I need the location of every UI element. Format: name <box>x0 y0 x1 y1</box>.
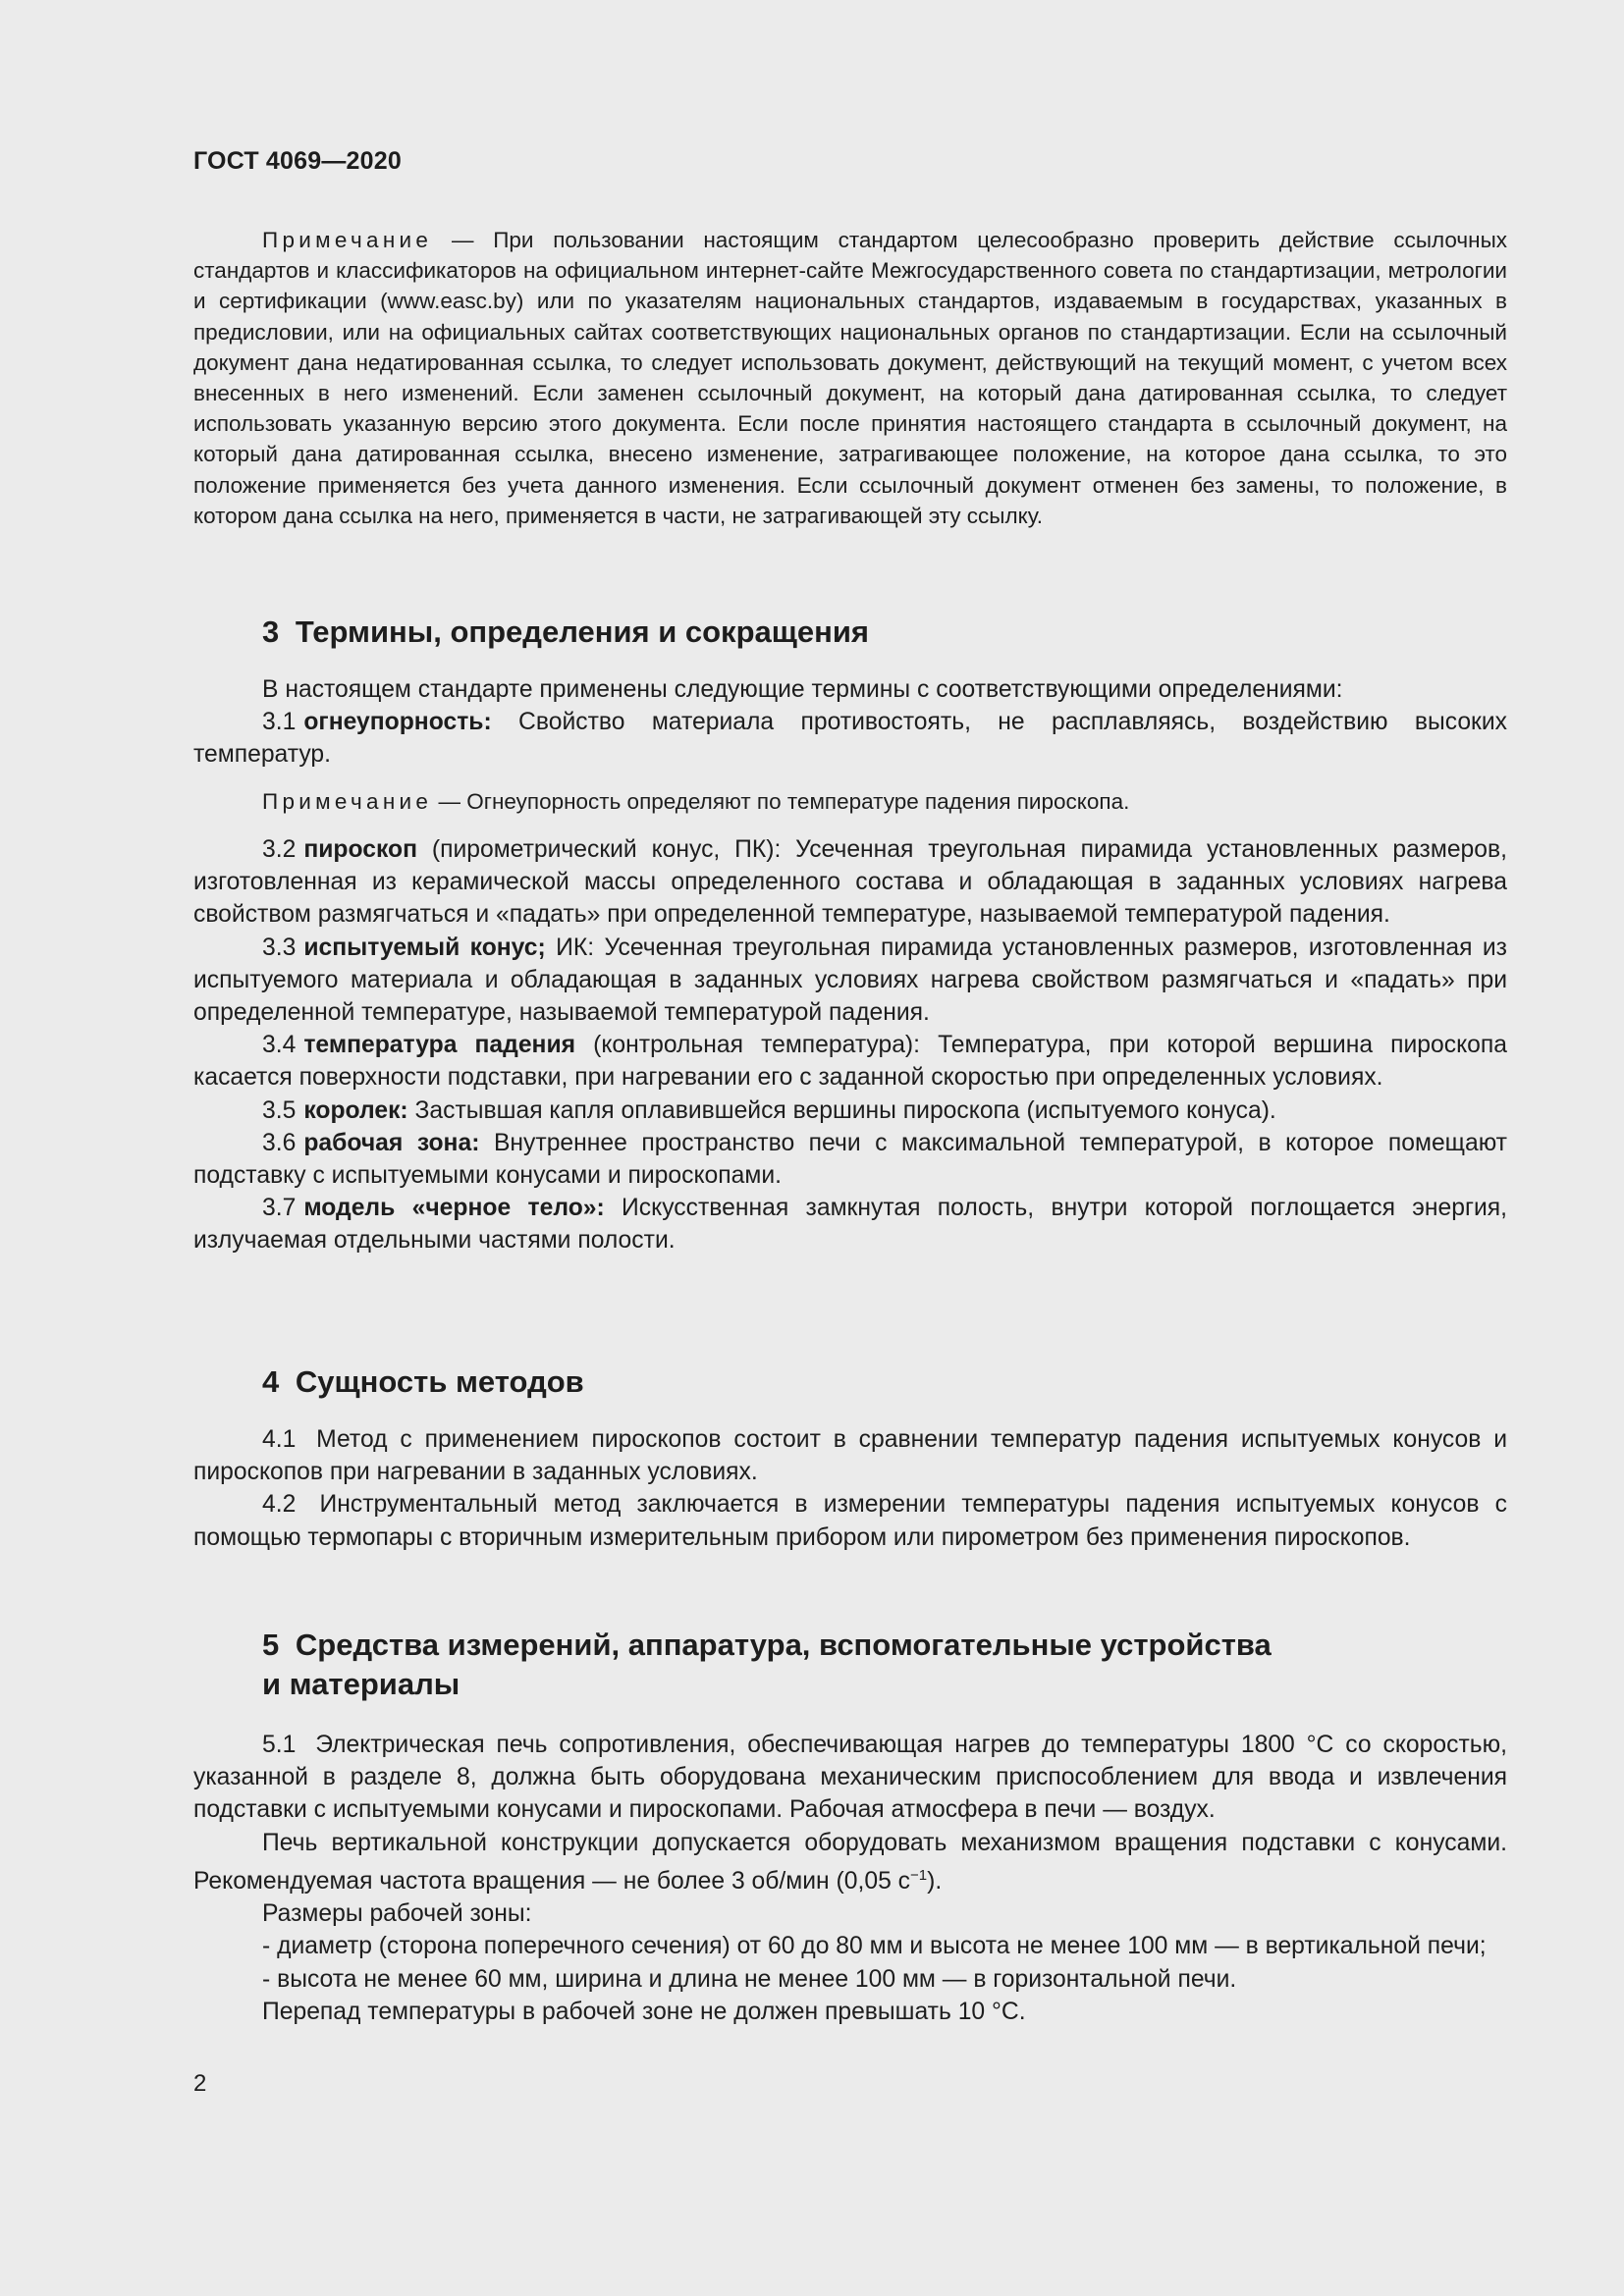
paragraph-5-1: 5.1 Электрическая печь сопротивления, обеспечивающая нагрев до температуры 1800 °С со скоростью, указанной в разделе 8, должна быть оборудована механическим приспособлением для ввода и извлечения подставки с испытуемыми конусами и пироскопами. Рабочая атмосфера в печи — воздух. <box>193 1732 1507 1824</box>
note-text: — При пользовании настоящим стандартом целесообразно проверить действие ссылочных стандартов и классификаторов на официальном интернет-сайте Межгосударственного совета по стандартизации, метрологии и сертификации (www.easc.by) или по указателям национальных стандартов, издаваемым в государствах, указанных в предисловии, или на официальных сайтах соответствующих национальных органов по стандартизации. Если на ссылочный документ дана недатированная ссылка, то следует использовать документ, действующий на текущий момент, с учетом всех внесенных в него изменений. Если заменен ссылочный документ, на который дана датированная ссылка, то следует использовать указанную версию этого документа. Если после принятия настоящего стандарта в ссылочный документ, на который дана датированная ссылка, внесено изменение, затрагивающее положение, на которое дана ссылка, то это положение применяется без учета данного изменения. Если ссылочный документ отменен без замены, то положение, в котором дана ссылка на него, применяется в части, не затрагивающей эту ссылку. <box>193 228 1507 528</box>
page-number: 2 <box>193 2070 207 2097</box>
term-3-4: 3.4 температура падения (контрольная температура): Температура, при которой вершина пироскопа касается поверхности подставки, при нагревании его с заданной скоростью при определенных условиях. <box>193 1032 1507 1092</box>
temperature-difference: Перепад температуры в рабочей зоне не должен превышать 10 °С. <box>262 1998 1026 2025</box>
term-3-7: 3.7 модель «черное тело»: Искусственная замкнутая полость, внутри которой поглощается энергия, излучаемая отдельными частями полости. <box>193 1195 1507 1255</box>
zone-item-1: - диаметр (сторона поперечного сечения) от 60 до 80 мм и высота не менее 100 мм — в вертикальной печи; <box>262 1933 1487 1960</box>
note-label: Примечание <box>262 228 433 252</box>
section-heading: 3 Термины, определения и сокращения <box>262 614 870 649</box>
section-heading: 4 Сущность методов <box>262 1364 584 1399</box>
zone-item-2: - высота не менее 60 мм, ширина и длина не менее 100 мм — в горизонтальной печи. <box>262 1965 1237 1993</box>
section-3-terms <box>193 833 1507 1257</box>
term-3-1: 3.1 огнеупорность: Свойство материала противостоять, не расплавляясь, воздействию высоких температур. <box>193 709 1507 769</box>
paragraph-vertical-furnace: Печь вертикальной конструкции допускается оборудовать механизмом вращения подставки с конусами. Рекомендуемая частота вращения — не более 3 об/мин (0,05 $с^{-1}$). <box>193 1829 1507 1896</box>
term-note <box>193 786 1507 817</box>
section-4-body <box>193 1423 1507 1554</box>
zone-title: Размеры рабочей зоны: <box>262 1900 532 1928</box>
section-5-body <box>193 1729 1507 2028</box>
reference-note <box>193 225 1507 531</box>
section-3-heading <box>193 613 1507 652</box>
term-3-6: 3.6 рабочая зона: Внутреннее пространство печи с максимальной температурой, в которое помещают подставку с испытуемыми конусами и пироскопами. <box>193 1129 1507 1190</box>
section-4-heading <box>193 1362 1507 1402</box>
note-label: Примечание <box>262 789 433 814</box>
term-3-2: 3.2 пироскоп (пирометрический конус, ПК): Усеченная треугольная пирамида установленных размеров, изготовленная из керамической массы определенного состава и обладающая в заданных условиях нагрева свойством размягчаться и «падать» при определенной температуре, называемой температурой падения. <box>193 836 1507 929</box>
term-3-3: 3.3 испытуемый конус; ИК: Усеченная треугольная пирамида установленных размеров, изготовленная из испытуемого материала и обладающая в заданных условиях нагрева свойством размягчаться и «падать» при определенной температуре, называемой температурой падения. <box>193 934 1507 1027</box>
section-5-heading <box>193 1626 1507 1704</box>
section-heading: 5 Средства измерений, аппаратура, вспомогательные устройства и материалы <box>262 1628 1272 1701</box>
section-3-body <box>193 673 1507 772</box>
paragraph-4-1: 4.1 Метод с применением пироскопов состоит в сравнении температур падения испытуемых конусов и пироскопов при нагревании в заданных условиях. <box>193 1426 1507 1486</box>
section-intro: В настоящем стандарте применены следующие термины с соответствующими определениями: <box>262 676 1343 703</box>
document-header: ГОСТ 4069—2020 <box>193 147 402 175</box>
paragraph-4-2: 4.2 Инструментальный метод заключается в измерении температуры падения испытуемых конусов с помощью термопары с вторичным измерительным прибором или пирометром без применения пироскопов. <box>193 1491 1507 1551</box>
note-text: — Огнеупорность определяют по температуре падения пироскопа. <box>432 789 1130 814</box>
term-3-5: 3.5 королек: Застывшая капля оплавившейся вершины пироскопа (испытуемого конуса). <box>262 1096 1276 1124</box>
note-paragraph <box>193 225 1507 531</box>
